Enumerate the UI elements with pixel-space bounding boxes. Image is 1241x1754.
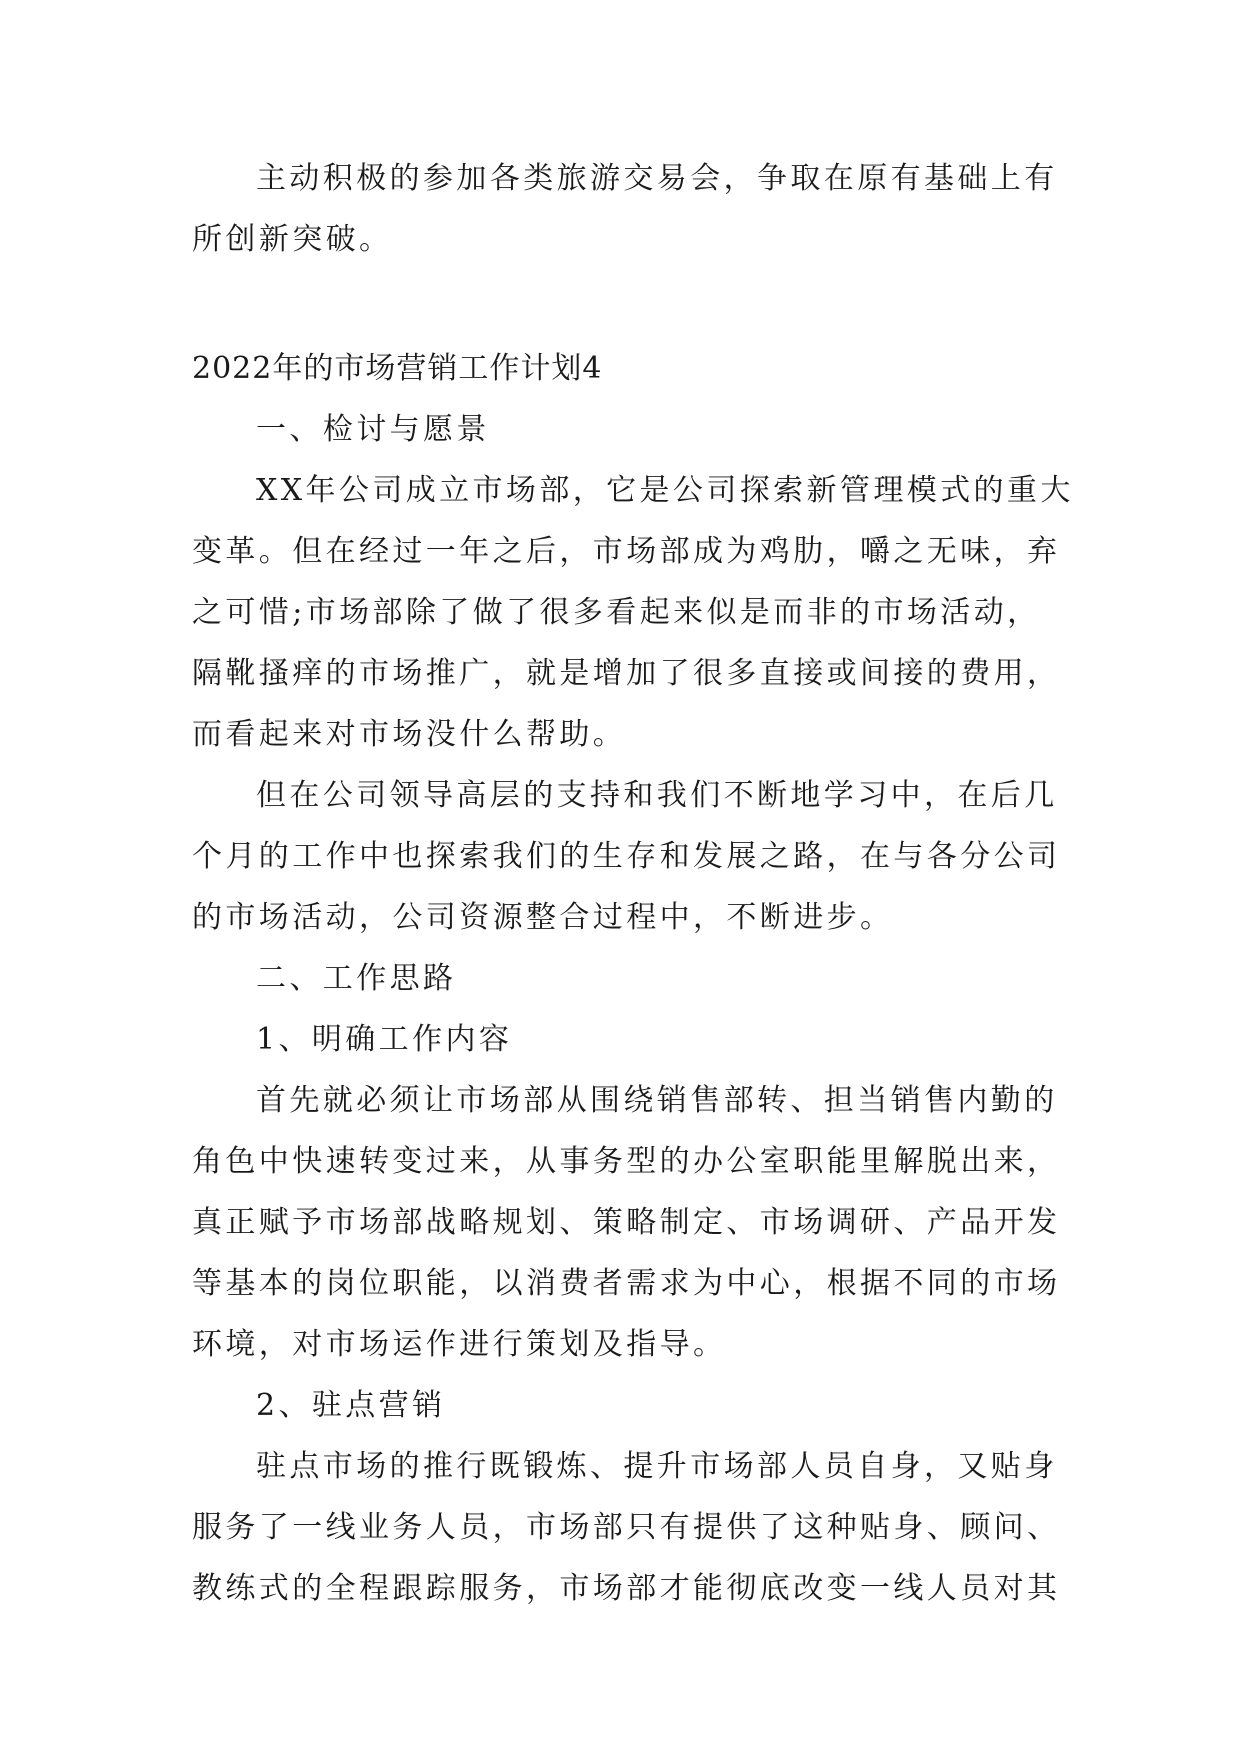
section-title: 2022年的市场营销工作计划4 (192, 351, 603, 386)
paragraph-line: XX年公司成立市场部，它是公司探索新管理模式的重大 (256, 473, 1074, 508)
paragraph-line: 变革。但在经过一年之后，市场部成为鸡肋，嚼之无味，弃 (192, 534, 1061, 569)
paragraph-line: 驻点市场的推行既锻炼、提升市场部人员自身，又贴身 (256, 1449, 1058, 1484)
paragraph-line: 的市场活动，公司资源整合过程中，不断进步。 (192, 900, 894, 935)
subheading: 1、明确工作内容 (256, 1022, 513, 1057)
paragraph-line: 主动积极的参加各类旅游交易会，争取在原有基础上有 (256, 161, 1058, 196)
subheading: 一、检讨与愿景 (256, 412, 490, 447)
paragraph-line: 环境，对市场运作进行策划及指导。 (192, 1327, 727, 1362)
paragraph-line: 首先就必须让市场部从围绕销售部转、担当销售内勤的 (256, 1083, 1058, 1118)
paragraph-line: 但在公司领导高层的支持和我们不断地学习中，在后几 (256, 778, 1058, 813)
paragraph-line: 真正赋予市场部战略规划、策略制定、市场调研、产品开发 (192, 1205, 1061, 1240)
paragraph-gap (192, 270, 1052, 338)
paragraph-line: 服务了一线业务人员，市场部只有提供了这种贴身、顾问、 (192, 1510, 1061, 1545)
subheading: 二、工作思路 (256, 961, 457, 996)
paragraph-line: 而看起来对市场没什么帮助。 (192, 717, 627, 752)
paragraph-line: 隔靴搔痒的市场推广，就是增加了很多直接或间接的费用， (192, 656, 1061, 691)
paragraph-line: 个月的工作中也探索我们的生存和发展之路，在与各分公司 (192, 839, 1061, 874)
document-page (192, 148, 1074, 1619)
paragraph-line: 角色中快速转变过来，从事务型的办公室职能里解脱出来， (192, 1144, 1061, 1179)
paragraph-line: 之可惜;市场部除了做了很多看起来似是而非的市场活动， (192, 595, 1041, 630)
paragraph-line: 等基本的岗位职能，以消费者需求为中心，根据不同的市场 (192, 1266, 1061, 1301)
paragraph-line: 教练式的全程跟踪服务，市场部才能彻底改变一线人员对其 (192, 1571, 1061, 1606)
subheading: 2、驻点营销 (256, 1388, 446, 1423)
paragraph-line: 所创新突破。 (192, 222, 393, 257)
